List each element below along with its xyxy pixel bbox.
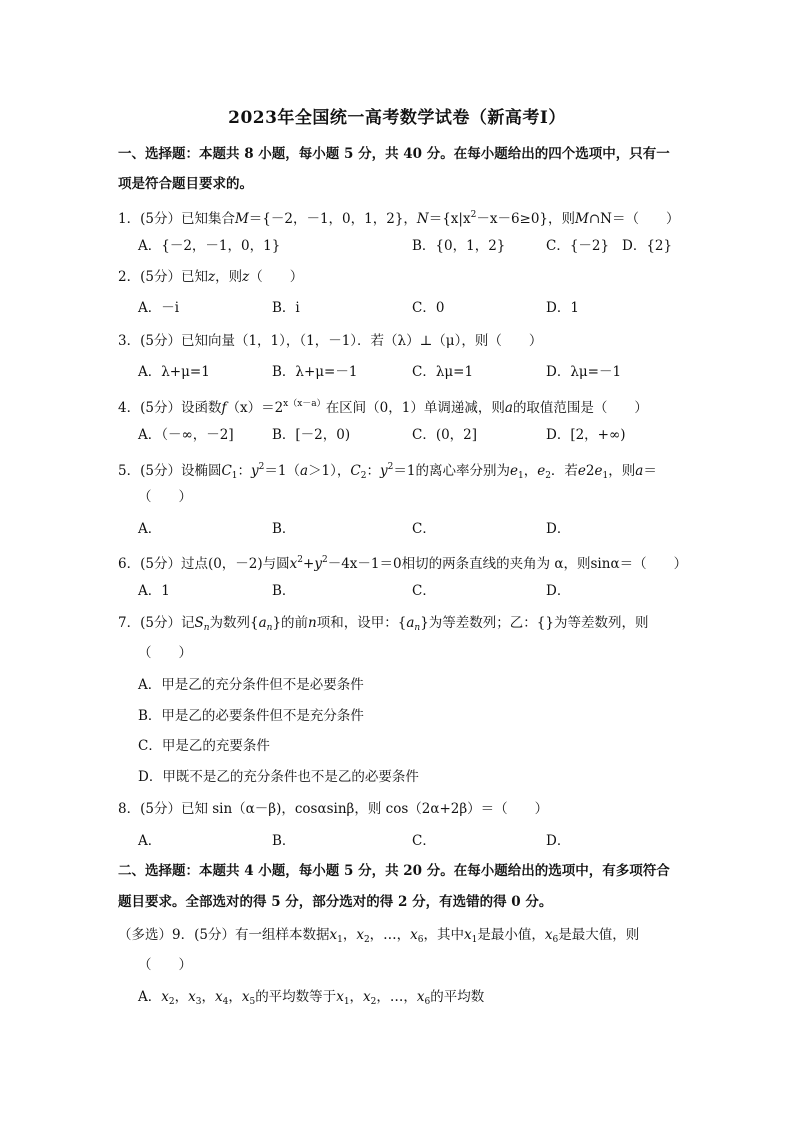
q6-option-d: D． [546,583,571,599]
q1-tail: ∩N＝（ ） [588,211,680,227]
question-1-stem [118,206,679,228]
q5-option-b: B． [272,521,296,537]
q4-option-d: D．[2，+∞) [546,427,626,443]
q5-part6: ， [523,463,538,479]
q5-sub1: 1 [231,471,238,481]
question-9-stem [118,926,639,949]
q4-option-c: C．(0，2] [412,427,478,443]
q2-tail: （ ） [249,269,304,285]
q1-option-b: B．{0，1，2} [412,238,506,254]
q5-part7: ．若 [550,463,578,479]
section-1-heading-cont: 项是符合题目要求的。 [118,176,253,192]
q9-var-x6b: x [544,927,553,943]
question-6-stem [118,551,687,573]
q9-var-x6: x [410,927,418,943]
question-8-stem: 8．(5分）已知 sin（α－β)，cosαsinβ，则 cos（2α+2β）＝（ ） [118,801,549,817]
q4-prefix: 4．(5分）设函数 [118,400,222,416]
q4-var-f: f [221,400,227,416]
section-1-heading: 一、选择题：本题共 8 小题，每小题 5 分，共 40 分。在每小题给出的四个选项中，只有一 [118,146,670,162]
q3-option-d: D．λμ=－1 [546,364,622,380]
q6-text-a: 6．(5分）过点(0，－2)与圆 [118,556,290,572]
q9-option-a [138,988,484,1011]
q7-option-b: B．甲是乙的必要条件但不是充分条件 [138,708,364,724]
q5-part2: ＝1（ [264,463,300,479]
q5-part4: ： [366,463,380,479]
q7-part2: }的前 [272,615,309,631]
q2-option-d: D．1 [546,300,579,316]
q9-opta-sub-f: 2 [370,997,377,1007]
question-2-stem [118,268,303,286]
q5-var-e1: e [509,463,518,479]
q9-mid2: 是最小值， [477,927,545,943]
q2-option-b: B．i [272,300,300,316]
q7-var-S: S [194,615,204,631]
q5-sub2: 2 [360,471,367,481]
q5-part5: ＝1的离心率分别为 [393,463,510,479]
q9-var-x1: x [329,927,338,943]
q6-var-x: x [289,556,298,572]
q2-mid: ，则 [215,269,243,285]
q8-option-d: D． [546,833,571,849]
q5-var-C2: C [350,463,361,479]
q1-setM: ＝{－2，－1，0，1，2}， [248,211,417,227]
q9-opta-var-c: x [214,989,223,1005]
q5-var-e2: e [537,463,546,479]
q5-option-d: D． [546,521,571,537]
q9-opta-var-e: x [336,989,344,1005]
q2-var-z2: z [242,269,250,285]
q5-var-e4: e [594,463,603,479]
question-4-stem [118,395,648,417]
q9-opta-ce: ， [349,989,364,1005]
q7-part1: 为数列{ [209,615,259,631]
q5-sub5: 1 [602,471,609,481]
q6-plus: + [303,556,315,572]
q7-option-d: D．甲既不是乙的充分条件也不是乙的必要条件 [138,769,419,785]
question-5-stem [118,458,657,485]
q6-var-y: y [314,556,322,572]
q5-var-y2: y [379,463,388,479]
q5-part3: ＞1）， [308,463,351,479]
q5-sup1: 2 [258,462,265,472]
q5-answer-paren: （ ） [138,489,192,505]
q2-option-c: C．0 [412,300,445,316]
q6-option-a: A．1 [138,583,170,599]
q4-exponent: x（x－a） [283,399,326,409]
q1-option-d: D．{2} [622,238,673,254]
q5-prefix: 5．(5分）设椭圆 [118,463,222,479]
q7-answer-paren: （ ） [138,645,192,661]
question-7-stem [118,614,648,637]
q9-opta-var-g: x [416,989,425,1005]
q9-opta-tail: 的平均数 [430,989,485,1005]
q9-c2: ，…， [369,927,411,943]
q9-sub2: 2 [363,935,370,945]
q2-var-z: z [207,269,216,285]
q5-var-e3: e [577,463,586,479]
q9-opta-var-b: x [188,989,196,1005]
q9-tail: 是最大值，则 [558,927,640,943]
q5-var-y1: y [251,463,259,479]
q3-option-a: A．λ+μ=1 [138,364,210,380]
q6-option-c: C． [412,583,436,599]
q1-var-M2: M [575,211,589,227]
q9-opta-sub-g: 6 [424,997,431,1007]
q9-opta-var-f: x [363,989,371,1005]
q9-opta-var-d: x [241,989,250,1005]
q7-option-c: C．甲是乙的充要条件 [138,738,270,754]
q8-option-a: A． [138,833,162,849]
q9-opta-cc: ， [228,989,242,1005]
q9-c1: ， [342,927,357,943]
q9-opta-sub-b: 3 [195,997,202,1007]
page-title: 2023年全国统一高考数学试卷（新高考Ⅰ） [228,108,566,128]
q3-option-c: C．λμ=1 [412,364,474,380]
section-2-heading-cont: 题目要求。全部选对的得 5 分，部分选对的得 2 分，有选错的得 0 分。 [118,894,553,910]
q9-opta-prefix: A． [138,989,162,1005]
q5-var-C1: C [221,463,232,479]
q2-prefix: 2．(5分）已知 [118,269,208,285]
q4-mid1: （x）＝2 [226,400,284,416]
q5-option-a: A． [138,521,162,537]
q7-option-a: A．甲是乙的充分条件但不是必要条件 [138,677,364,693]
q7-var-a1: a [258,615,267,631]
q9-prefix: （多选）9．(5分）有一组样本数据 [118,927,330,943]
q9-sub1b: 1 [471,935,478,945]
q9-var-x1b: x [464,927,472,943]
q5-var-a2: a [635,463,644,479]
q6-sup1: 2 [297,555,304,565]
q4-mid2: 在区间（0，1）单调递减，则 [325,400,505,416]
q1-setN-a: ＝{x|x [428,211,471,227]
q7-sub2: n [266,623,273,633]
q9-opta-cf: ，…， [376,989,417,1005]
q4-var-a: a [504,400,513,416]
q7-sub1: n [203,623,210,633]
q9-var-x2: x [356,927,364,943]
q1-var-N: N [416,211,429,227]
q5-part9: ，则 [608,463,636,479]
q5-part8: 2 [585,463,595,479]
q5-part10: ＝ [643,463,657,479]
q5-sup2: 2 [387,462,394,472]
q5-sub4: 2 [545,471,551,481]
q9-sub6: 6 [417,935,424,945]
q1-setN-sup: 2 [470,210,477,220]
q7-var-n: n [308,615,317,631]
q5-part1: ： [237,463,252,479]
q1-option-a: A．{－2，－1，0，1} [138,238,281,254]
q9-opta-var-a: x [161,989,169,1005]
q3-option-b: B．λ+μ=－1 [272,364,358,380]
q7-part4: }为等差数列；乙：{}为等差数列，则 [420,615,649,631]
q5-sub3: 1 [517,471,524,481]
q7-part3: 项和，设甲：{ [316,615,407,631]
q6-text-b: －4x－1＝0相切的两条直线的夹角为 α，则sinα＝（ ） [327,556,688,572]
q6-sup2: 2 [321,555,328,565]
q9-opta-cb: ， [201,989,215,1005]
q9-opta-ca: ， [174,989,189,1005]
q9-opta-mid: 的平均数等于 [255,989,337,1005]
q6-option-b: B． [272,583,296,599]
q7-var-a2: a [406,615,415,631]
q9-sub6b: 6 [552,935,559,945]
q9-answer-paren: （ ） [138,957,192,973]
q1-setN-c: －x－6≥0}，则 [476,211,576,227]
q9-opta-sub-a: 2 [168,997,175,1007]
q5-option-c: C． [412,521,436,537]
question-3-stem: 3．(5分）已知向量（1，1），（1，－1）．若（λ）⊥（μ），则（ ） [118,333,543,349]
q4-option-b: B．[－2，0) [272,427,351,443]
section-2-heading: 二、选择题：本题共 4 小题，每小题 5 分，共 20 分。在每小题给出的选项中，有多项符合 [118,863,670,879]
q7-sub3: n [414,623,421,633]
q9-opta-sub-c: 4 [222,997,229,1007]
q4-option-a: A．（－∞，－2] [138,427,234,443]
q1-var-M: M [234,211,249,227]
q2-option-a: A．－i [138,300,180,316]
q1-prefix: 1．(5分）已知集合 [118,211,235,227]
q7-prefix: 7．(5分）记 [118,615,195,631]
q8-option-c: C． [412,833,436,849]
q4-tail: 的取值范围是（ ） [512,400,648,416]
q9-sub1: 1 [337,935,343,945]
q9-opta-sub-d: 5 [249,997,256,1007]
q8-option-b: B． [272,833,296,849]
q1-option-c: C．{－2} [546,238,610,254]
q9-mid: ，其中 [423,927,465,943]
q5-var-a1: a [300,463,309,479]
q9-opta-sub-e: 1 [343,997,350,1007]
